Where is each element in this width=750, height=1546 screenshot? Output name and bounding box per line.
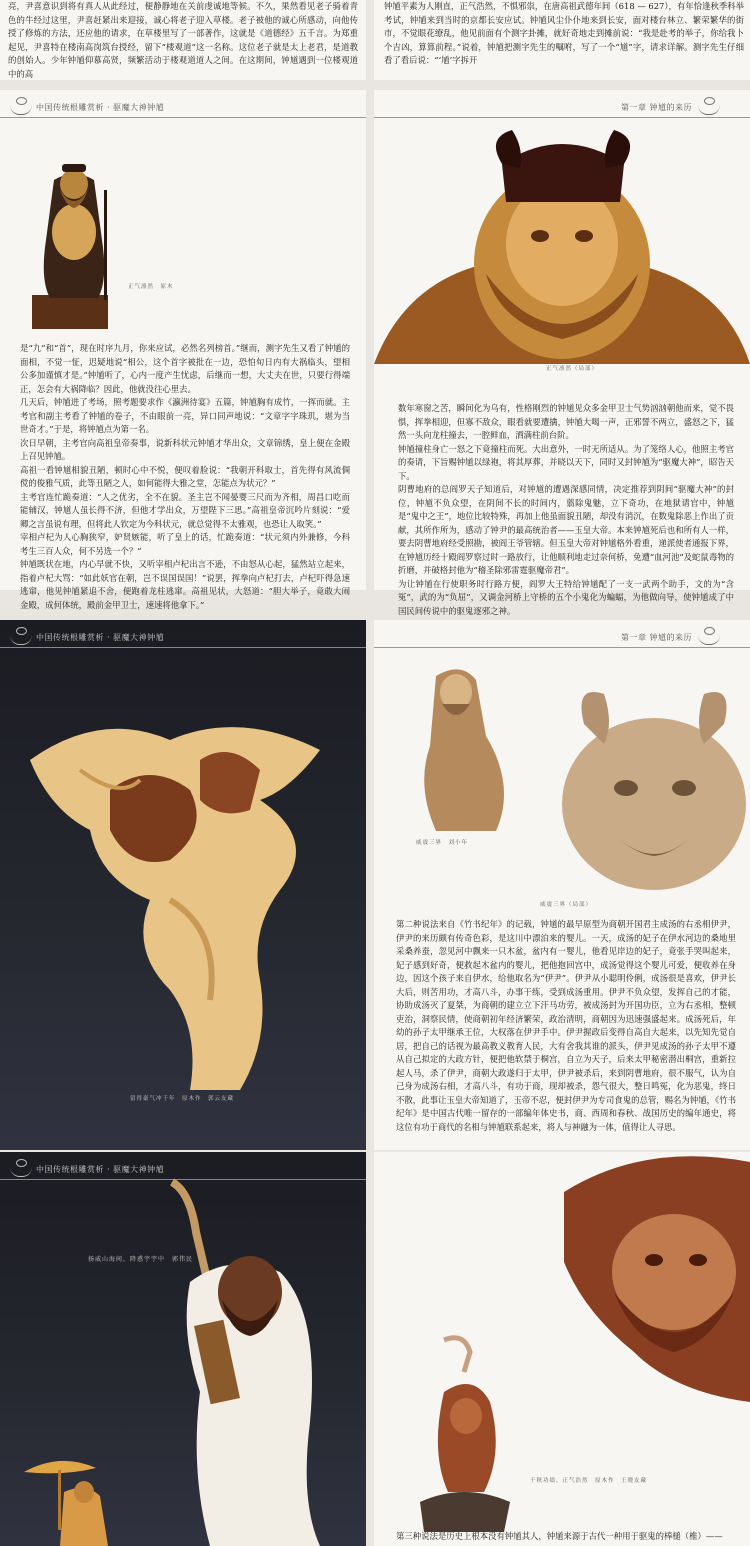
top-strip-right-text: 钟馗平素为人刚直，正气浩然，不惧邪祟，在唐高祖武德年间（618 — 627），有年恰逢秋季科举考试，钟馗来到当时的京都长安应试。钟馗风尘仆仆地来到长安，面对楼台林立、繁荣繁华的街市，不觉眼花缭乱，他见前面有个测字卦摊，就好奇地走到摊前说：“我是赴考的举子，你给我卜个吉凶，算算前程。”说着，钟馗把测字先生的嘱咐，写了一个“馗”字，请求详解。测字先生仔细看了看后说：“‘馗’字拆开: [384, 1, 744, 65]
page-spread2-left: [0, 620, 366, 1150]
top-strip-left-text: 亮，尹喜意识到将有真人从此经过，便静静地在关前虔诚地等候。不久，果然看见老子骑着青色的牛经过这里，尹喜赶紧出来迎接，诚心将老子迎入草楼。老子被他的诚心所感动，向他传授了修炼的方法，还应他的请求，在草楼里写了一部著作，这就是《道德经》五千言。为郑重起见，尹喜特在楼南高岗筑台授经，留下“楼观道”这一名称。这位老子就是太上老君，是道教的创始人。少年钟馗仰慕高贤，频繁活动于楼观道道人之间。在这期间，钟馗遇到一位楼观道中的高: [8, 1, 358, 79]
figure-caption-standing: 正气凛然 原木: [128, 284, 174, 290]
figure-caption-root: 留得豪气冲千年 原木作 郭云友藏: [130, 1096, 235, 1102]
chapter-title-2: 第一章 钟馗的来历: [620, 632, 692, 642]
book-logo-icon-3: [10, 1161, 32, 1177]
running-header-left-2: [0, 620, 366, 654]
page-spread3-right: [374, 1152, 750, 1546]
top-strip-left: [0, 0, 366, 80]
figure-standing-zhongkui: [24, 150, 124, 330]
page-spread1-left-text: 是“九”和“首”，现在时序九月，你来应试，必然名列榜首。”继而，测字先生又看了钟馗的面相，不觉一怔，迟疑地说“相公，这个首字被批在一边，恐怕旬日内有大祸临头，望相公多加谨慎才是。”钟馗听了，心内一度产生忧虑，后继而一想，大丈夫在世，只要行得端正，怎会有大祸降临？因此，他就没往心里去。 几天后，钟馗进了考场，照考题要求作《瀛洲待宴》五篇，钟馗胸有成竹，一挥而就。主考官和副主考看了钟馗的卷子，不由眼前一亮，异口同声地说：“文章字字珠玑，堪为当世奇才。”于是，将钟馗点为第一名。 次日早朝，主考官向高祖皇帝奏事，说新科状元钟馗才华出众，文章锦绣，皇上便在金殿上召见钟馗。 高祖一看钟馗相貌丑陋，顿时心中不悦，便叹着脸说：“我朝开科取士，首先得有风流倜傥的俊雅气质，此等丑陋之人，如何能得大雅之堂，怎能点为状元？” 主考官连忙跪奏道：“人之优劣，全不在貌。圣主岂不闻晏婴三尺而为齐相，周昌口吃而能辅汉，钟馗人虽长得不济，但他才学出众，万望陛下三思。”高祖皇帝沉吟片刻说：“爱卿之言虽说有理，但将此人钦定为今科状元，就总觉得不太雅观，也恐让人取笑。” 宰相卢杞为人心胸狭窄，妒贤嫉能，听了皇上的话，忙跪奏道：“状元须内外兼修，今科考生三百人众，何不另选一个？” 钟馗既状在地，内心早就不快，又听宰相卢杞出言不逊，不由怒从心起，猛然站立起来，指着卢杞大骂：“如此妖官在朝，岂不误国误国！”说罢，挥拳向卢杞打去，卢杞吓得急速逃窜，他见钟馗紧追不舍，便跑着龙柱逃窜。高祖见状，大怒道：“胆大举子，竟敢大闹金殿，成何体统，殿前金甲卫士，速速将他拿下。”: [20, 343, 350, 610]
figure-robed-zhongkui: [150, 1172, 350, 1546]
page-spread1-right-text: 数年寒窗之苦，瞬间化为乌有，性格刚烈的钟馗见众多金甲卫士气势汹汹朝他而来，觉不畏惧，挥拳相迎，但寡不敌众，眼看就要遭擒，钟馗大喝一声，正邪誓不两立，盛怒之下，猛然一头向龙柱撞去，一腔鲜血，洒满柱前台阶。 钟馗撞柱身亡一怒之下竟撞柱而死。大出意外，一时无所适从。为了笼络人心，他照主考官的奏请，下旨赐钟馗以绿袍，将其厚葬，并晓以天下，同时又封钟馗为“驱魔大神”，昭告天下。 阴曹地府的总阎罗天子知道后，对钟馗的遭遇深感同情，决定推荐到阴间“驱魔大神”的封位，钟馗不负众望，在阴间不长的时间内，翦除鬼魅，立下奇功，在地狱请官中，钟馗是“鬼中之王”，地位比较特殊，再加上他虽面貌丑陋，却没有消沉，在数鬼除恶上作出了贡献，其所作所为，感动了钟尹的最高统治者——玉皇大帝。本来钟馗死后也和所有人一样，要去阴曹地府经受照勘，被阎王爷管辖。但玉皇大帝对钟馗格外看重，递派使者通报下界，在钟馗历经十殿阎罗察过时一路放行，让他顺利地走过奈何桥，免遭“血河池”及蛇鼠毒物的折磨，并破格封他为“稽圣除邪雷霆驱魔帝君”。 为让钟馗在行使职务时行路方便，阎罗大王特给钟馗配了一支一武两个助手，文的为“含冤”，武的为“负屈”，又调金河桥上守桥的五个小鬼化为蝙蝠，为他做向导，使钟馗成了中国民间传说中的驱鬼逐邪之神。: [398, 403, 734, 616]
running-header-left: [0, 90, 366, 124]
page-spread3-left: [0, 1152, 366, 1546]
book-logo-icon-2: [10, 629, 32, 645]
top-strip-right: [374, 0, 750, 80]
chapter-title: 第一章 钟馗的来历: [620, 102, 692, 112]
figure-caption-small-statue: 威震三界 刘小年: [416, 840, 469, 846]
figure-small-root-statue: [414, 1332, 514, 1532]
figure-caption-face-closeup: 威震三界（局部）: [540, 902, 593, 908]
chapter-logo-icon: [698, 99, 720, 115]
page-spread3-right-text: 第三种说法是历史上根本没有钟馗其人，钟馗来源于古代一种用于驱鬼的棒槌（椎）——: [396, 1531, 723, 1541]
figure-face-closeup: [554, 684, 750, 894]
figure-caption-small-root: 千秋功绩，正气浩然 原木作 王晓友藏: [530, 1478, 648, 1484]
figure-bust-closeup: [374, 124, 750, 364]
figure-umbrella-statue: [20, 1452, 130, 1546]
page-spread2-right-text: 第二种说法来自《竹书纪年》的记载，钟馗的最早原型为商朝开国君主成汤的右丞相伊尹，伊尹的来历颇有传奇色彩，是这川中漂泊来的婴儿。一天，成汤的妃子在伊水河边的桑地里采桑养蚕，忽见河中飘来一只木盆，盆内有一婴儿，他看见岸边的妃子，竟张手哭叫起来，妃子感到好奇，便救起木盆内的婴儿，把他抱回宫中，成汤觉得这个婴儿可爱，便收养在身边，因这个孩子来自伊水，给他取名为“伊尹”。伊尹从小聪明伶俐，成汤很是喜欢，伊尹长大后，则苦用功，才高八斗，办事干练，受到成汤重用。伊尹不负众望，发挥自己的才能，协助成汤灭了夏桀，为商朝的建立立下汗马功劳，被成汤封为开国功臣，立为右丞相，整顿吏治，洞察民情，使商朝初年经济繁荣，政治清明，商朝因为迅速强盛起来。成汤死后，年幼的孙子太甲继承王位，大权落在伊尹手中。伊尹握政后变得自高自大起来，以先知先觉自居，把自己的话视为最高教义教育人民，大有舍我其谁的派头，伊尹见成汤的孙子太甲不遵从自己拟定的大政方针，便把他软禁于桐宫，自立为天子，后来太甲秘密潜出桐宫，重新拉起人马，杀了伊尹，商朝大政遂归于太甲，伊尹被杀后，来到阴曹地府，很不服气，认为自己身为成汤右相，才高八斗，有功于商，现却被杀，怨气很大，整日鸣冤，化为恶鬼，终日不散，此事让玉皇大帝知道了，玉帝不忍，便封伊尹为专司食鬼的总管，赐名为钟馗，《竹书纪年》是中国古代唯一留存的一部编年体史书，商、西周和春秋、战国历史的编年通史，将这位有功于商代的名相与钟馗联系起来，将人与神融为一体，值得让人寻思。: [396, 919, 736, 1132]
running-header-right: [374, 90, 750, 124]
running-header-right-2: [374, 620, 750, 654]
book-title-3: 中国传统根雕赏析 · 驱魔大神钟馗: [36, 1164, 165, 1174]
figure-small-statue: [406, 656, 516, 836]
page-spread1-right: [374, 90, 750, 616]
figure-root-sculpture: [20, 700, 350, 1100]
page-spread2-right: [374, 620, 750, 1150]
book-title: 中国传统根雕赏析 · 驱魔大神钟馗: [36, 102, 165, 112]
figure-caption-bust: 正气凛然（局部）: [546, 366, 599, 372]
page-spread1-left: [0, 90, 366, 610]
book-title-2: 中国传统根雕赏析 · 驱魔大神钟馗: [36, 632, 165, 642]
figure-caption-robed: 扬威山海间，降惑宇宇中 郭伟民: [88, 1256, 194, 1263]
book-logo-icon: [10, 99, 32, 115]
figure-redhair-closeup: [524, 1152, 750, 1402]
chapter-logo-icon-2: [698, 629, 720, 645]
